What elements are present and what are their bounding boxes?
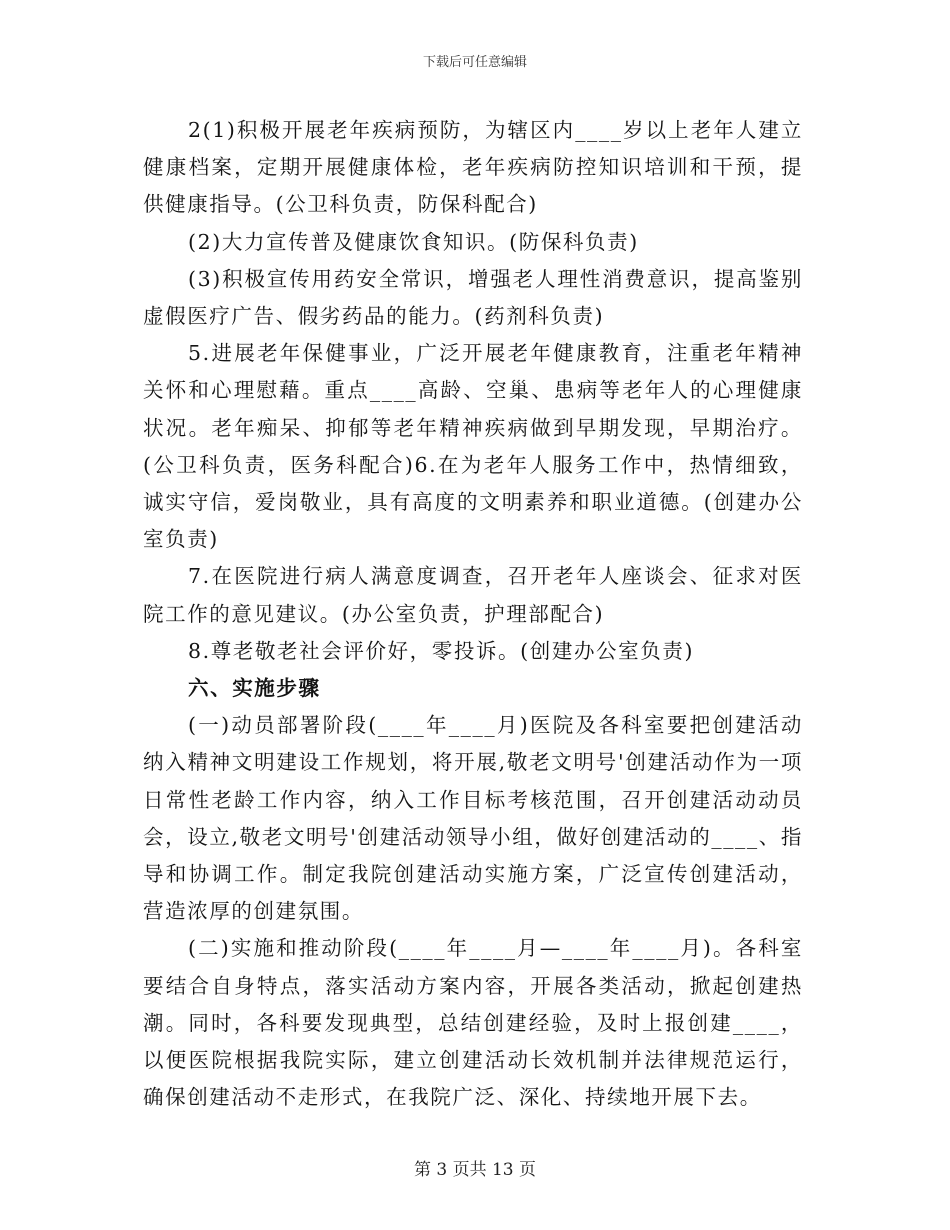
paragraph-elderly-health-care: 5.进展老年保健事业，广泛开展老年健康教育，注重老年精神关怀和心理慰藉。重点____高龄、空巢、患病等老年人的心理健康状况。老年痴呆、抑郁等老年精神疾病做到早期发现，早期治疗。(公卫科负责，医务科配合)6.在为老年人服务工作中，热情细致，诚实守信，爱岗敬业，具有高度的文明素养和职业道德。(创建办公室负责) — [143, 341, 803, 552]
paragraph-social-evaluation: 8.尊老敬老社会评价好，零投诉。(创建办公室负责) — [188, 638, 695, 663]
paragraph-healthy-diet: (2)大力宣传普及健康饮食知识。(防保科负责) — [188, 229, 639, 254]
page-header: 下载后可任意编辑 — [422, 55, 527, 70]
paragraph-elderly-disease-prevention: 2(1)积极开展老年疾病预防，为辖区内____岁以上老年人建立健康档案，定期开展健康体检，老年疾病防控知识培训和干预，提供健康指导。(公卫科负责，防保科配合) — [143, 118, 803, 217]
paragraph-satisfaction-survey: 7.在医院进行病人满意度调查，召开老年人座谈会、征求对医院工作的意见建议。(办公室负责，护理部配合) — [143, 564, 803, 626]
page-footer: 第 3 页共 13 页 — [413, 1160, 537, 1180]
paragraph-drug-safety: (3)积极宣传用药安全常识，增强老人理性消费意识，提高鉴别虚假医疗广告、假劣药品的能力。(药剂科负责) — [143, 266, 803, 329]
document-body — [143, 112, 803, 1116]
section-heading-implementation-steps: 六、实施步骤 — [188, 676, 321, 701]
paragraph-implementation-stage: (二)实施和推动阶段(____年____月—____年____月)。各科室要结合自身特点，落实活动方案内容，开展各类活动，掀起创建热潮。同时，各科要发现典型，总结创建经验，及时上报创建____，以便医院根据我院实际，建立创建活动长效机制并法律规范运行，确保创建活动不走形式，在我院广泛、深化、持续地开展下去。 — [143, 936, 803, 1110]
paragraph-mobilization-stage: (一)动员部署阶段(____年____月)医院及各科室要把创建活动纳入精神文明建设工作规划，将开展,敬老文明号'创建活动作为一项日常性老龄工作内容，纳入工作目标考核范围，召开创建活动动员会，设立,敬老文明号'创建活动领导小组，做好创建活动的____、指导和协调工作。制定我院创建活动实施方案，广泛宣传创建活动，营造浓厚的创建氛围。 — [143, 713, 803, 924]
